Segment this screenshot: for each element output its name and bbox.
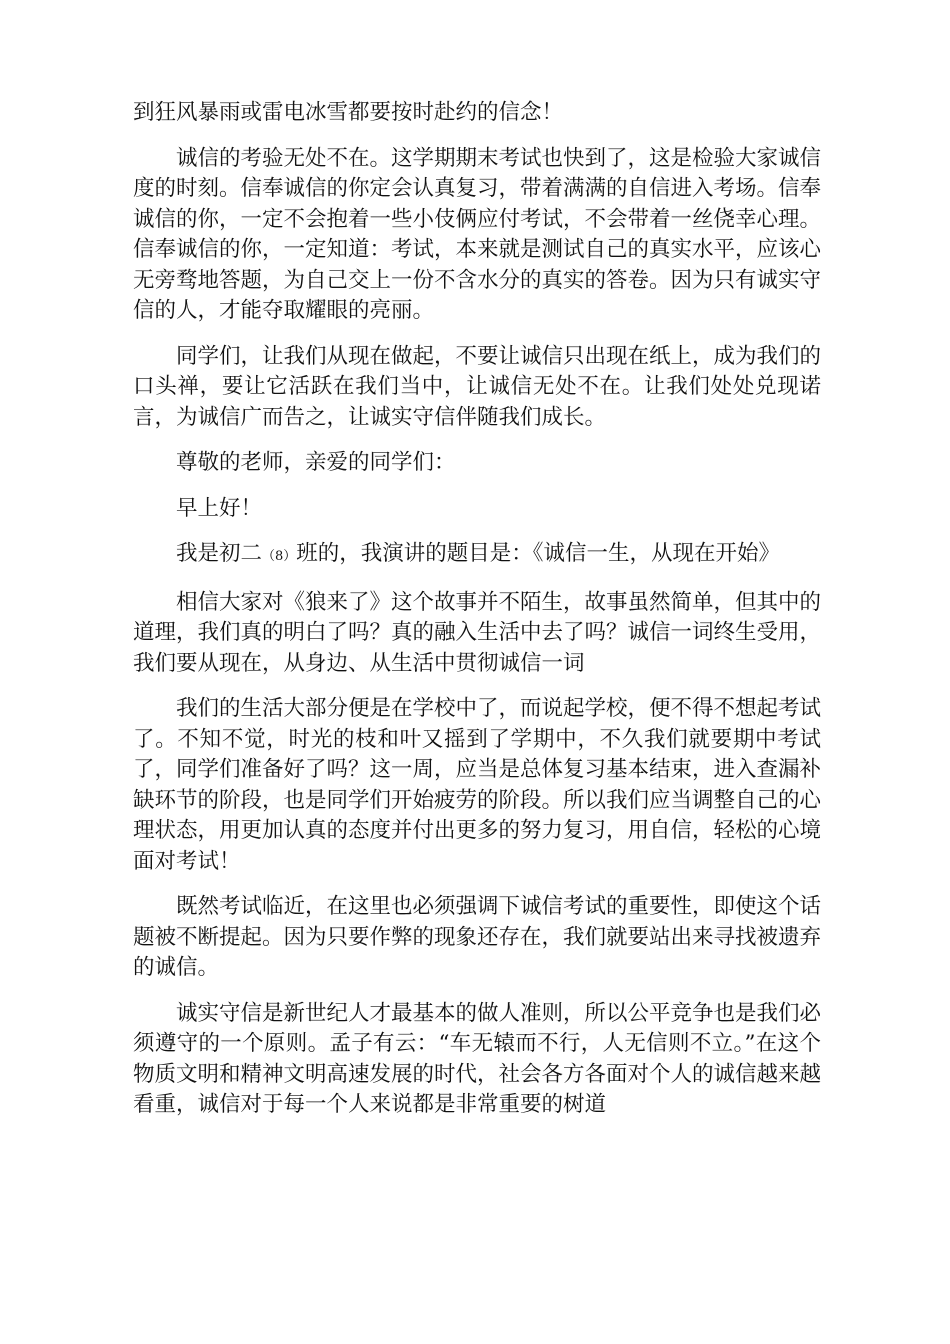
paragraph-exam-integrity: 诚信的考验无处不在。这学期期末考试也快到了，这是检验大家诚信度的时刻。信奉诚信的你定会认真复习，带着满满的自信进入考场。信奉诚信的你，一定不会抱着一些小伎俩应付考试，不会带着一丝侥幸心理。信奉诚信的你，一定知道：考试，本来就是测试自己的真实水平，应该心无旁骛地答题，为自己交上一份不含水分的真实的答卷。因为只有诚实守信的人，才能夺取耀眼的亮丽。	[133, 145, 822, 323]
paragraph-wolf-story: 相信大家对《狼来了》这个故事并不陌生，故事虽然简单，但其中的道理，我们真的明白了吗？真的融入生活中去了吗？诚信一词终生受用，我们要从现在，从身边、从生活中贯彻诚信一词	[133, 589, 822, 676]
paragraph-school-life: 我们的生活大部分便是在学校中了，而说起学校，便不得不想起考试了。不知不觉，时光的枝和叶又摇到了学期中，不久我们就要期中考试了，同学们准备好了吗？这一周，应当是总体复习基本结束，进入查漏补缺环节的阶段，也是同学们开始疲劳的阶段。所以我们应当调整自己的心理状态，用更加认真的态度并付出更多的努力复习，用自信，轻松的心境面对考试！	[133, 696, 822, 874]
speech-intro-after: 班的，我演讲的题目是：《诚信一生，从现在开始》	[296, 541, 781, 566]
paragraph-continuation: 到狂风暴雨或雷电冰雪都要按时赴约的信念！	[133, 100, 564, 125]
class-number: （8）	[262, 549, 297, 564]
speech-intro	[133, 539, 821, 573]
document-page	[133, 98, 821, 1136]
paragraph-exam-honesty: 既然考试临近，在这里也必须强调下诚信考试的重要性，即使这个话题被不断提起。因为只要作弊的现象还存在，我们就要站出来寻找被遗弃的诚信。	[133, 894, 822, 980]
speech-salutation: 尊敬的老师，亲爱的同学们：	[176, 450, 456, 475]
paragraph-mencius: 诚实守信是新世纪人才最基本的做人准则，所以公平竞争也是我们必须遵守的一个原则。孟子有云：“车无辕而不行，人无信则不立。”在这个物质文明和精神文明高速发展的时代，社会各方各面对个人的诚信越来越看重，诚信对于每一个人来说都是非常重要的树道	[133, 1000, 822, 1117]
speech-intro-before: 我是初二	[176, 541, 263, 566]
paragraph-call-to-action: 同学们，让我们从现在做起，不要让诚信只出现在纸上，成为我们的口头禅，要让它活跃在我们当中，让诚信无处不在。让我们处处兑现诺言，为诚信广而告之，让诚实守信伴随我们成长。	[133, 343, 822, 430]
speech-greeting: 早上好！	[176, 495, 263, 521]
